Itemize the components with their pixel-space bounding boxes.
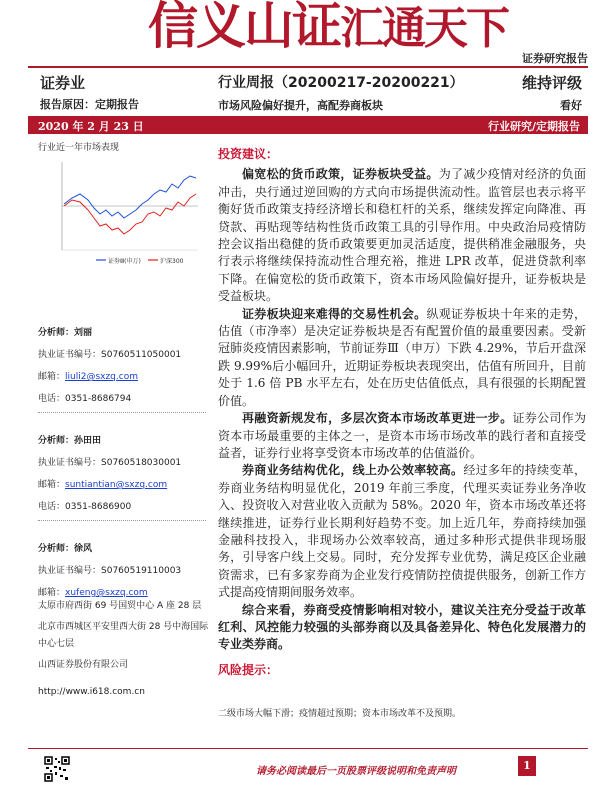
brand-slogan <box>148 0 508 58</box>
analyst-email-link[interactable]: xufeng@sxzq.com <box>65 588 148 598</box>
paragraph-text: 为了减少疫情对经济的负面冲击，央行通过逆回购的方式向市场提供流动性。监管层也表示将平衡好货币政策支持经济增长和稳杠杆的关系，继续发挥定向降准、再贷款、再贴现等结构性货币政策工具的引导作用。中央政治局疫情防控会议指出稳健的货币政策要更加灵活适度，提供稍准金融服务，央行表示将继续保持流动性合理充裕，推进 LPR 改革，促进贷款利率下降。在偏宽松的货币政策下，资本市场风险偏好提升，证券板块是受益板块。 <box>218 167 586 304</box>
summary-text: 综合来看，券商受疫情影响相对较小，建议关注充分受益于改革红利、风控能力较强的头部券商以及具备差异化、特色化发展潜力的专业类券商。 <box>218 602 586 652</box>
qr-code-graphic <box>44 756 70 782</box>
address-line-2: 北京市西城区平安里西大街 28 号中海国际中心七层 <box>38 622 209 649</box>
performance-chart <box>38 154 202 272</box>
header-divider <box>28 66 588 68</box>
paragraph-lead: 再融资新规发布，多层次资本市场改革更进一步。 <box>242 411 513 426</box>
chart-title: 行业近一年市场表现 <box>38 143 120 153</box>
company-website[interactable]: http://www.i618.com.cn <box>38 687 145 697</box>
paragraph-lead: 证券板块迎来难得的交易性机会。 <box>242 306 427 321</box>
paragraph-lead: 券商业务结构优化，线上办公效率较高。 <box>242 463 464 478</box>
analyst-phone: 电话：0351-8686900 <box>38 502 132 512</box>
analyst-email-line <box>38 366 210 388</box>
risk-text: 二级市场大幅下滑；疫情超过预期；资本市场改革不及预期。 <box>218 709 462 719</box>
report-date: 2020 年 2 月 23 日 <box>38 120 144 133</box>
advice-paragraph <box>218 462 586 601</box>
header-banner <box>0 0 600 68</box>
report-subtitle: 市场风险偏好提升，高配券商板块 <box>218 99 383 112</box>
series-line-1 <box>64 176 196 218</box>
date-bar <box>28 116 588 134</box>
analyst-email-line <box>38 474 210 496</box>
performance-chart-svg <box>38 154 202 272</box>
analyst-card <box>38 430 210 518</box>
risk-heading: 风险提示： <box>218 662 279 677</box>
paragraph-text: 证券公司作为资本市场最重要的主体之一，是资本市场市场改革的践行者和直接受益者，证券行业将享受资本市场改革的估值溢价。 <box>218 411 586 460</box>
advice-paragraph <box>218 306 586 410</box>
analyst-email-link[interactable]: suntiantian@sxzq.com <box>65 480 168 490</box>
company-name: 山西证券股份有限公司 <box>38 660 129 670</box>
analyst-name: 分析师：刘丽 <box>38 328 93 338</box>
paragraph-text: 纵观证券板块十年来的走势，估值（市净率）是决定证券板块是否有配置价值的最重要因素。受新冠肺炎疫情因素影响，节前证券Ⅲ（申万）下跌 4.29%，节后开盘深跌 9.99%后小幅回升，近期证券板块表现突出，估值有所回升，目前处于 1.6 倍 PB 水平左右，处在历史估值低点，具有很强的长期配置价值。 <box>218 306 586 408</box>
report-category: 行业研究/定期报告 <box>487 120 580 133</box>
email-label: 邮箱： <box>38 480 66 490</box>
analyst-divider <box>38 520 206 521</box>
analyst-cert: 执业证书编号：S0760511050001 <box>38 350 182 360</box>
report-type: 证券研究报告 <box>522 52 588 65</box>
footer-divider <box>28 748 588 749</box>
advice-paragraph <box>218 410 586 462</box>
rating-label: 维持评级 <box>521 74 582 92</box>
analyst-cert: 执业证书编号：S0760518030001 <box>38 458 182 468</box>
analyst-name: 分析师：孙田田 <box>38 436 102 446</box>
analyst-email-link[interactable]: liuli2@sxzq.com <box>65 372 138 382</box>
report-title: 行业周报（20200217-20200221） <box>218 75 464 91</box>
rating-view: 看好 <box>560 99 582 112</box>
company-address <box>38 598 210 701</box>
analyst-name: 分析师：徐风 <box>38 544 93 554</box>
main-content <box>218 146 586 679</box>
investment-advice-heading: 投资建议： <box>218 147 279 161</box>
disclaimer-text: 请务必阅读最后一页股票评级说明和免责声明 <box>256 766 456 777</box>
analyst-card <box>38 538 210 604</box>
analyst-divider <box>38 412 206 413</box>
email-label: 邮箱： <box>38 372 66 382</box>
page-number: 1 <box>518 756 536 776</box>
summary-paragraph <box>218 602 586 654</box>
slogan-part1: 信义山证 <box>148 0 340 55</box>
address-line-1: 太原市府西街 69 号国贸中心 A 座 28 层 <box>38 601 202 611</box>
paragraph-lead: 偏宽松的货币政策，证券板块受益。 <box>242 167 439 182</box>
legend-label-2: 沪深300 <box>160 258 184 265</box>
analyst-phone: 电话：0351-8686794 <box>38 394 132 404</box>
industry-label: 证券业 <box>40 74 86 92</box>
legend-label-1: 证券Ⅲ(申万) <box>108 258 141 265</box>
analyst-card <box>38 322 210 410</box>
slogan-part2: 汇通天下 <box>340 3 508 54</box>
report-reason: 报告原因：定期报告 <box>40 98 139 111</box>
email-label: 邮箱： <box>38 588 66 598</box>
qr-code-icon <box>44 756 70 782</box>
analyst-cert: 执业证书编号：S0760519110003 <box>38 566 182 576</box>
advice-paragraph <box>218 166 586 305</box>
paragraph-text: 经过多年的持续变革，券商业务结构明显优化，2019 年前三季度，代理买卖证券业务净收入、投资收入对营业收入贡献为 58%。2020 年，资本市场改革还将继续推进，证券行业长期利好趋势不变。加上近几年，券商持续加强金融科技投入，非现场办公效率较高，通过多种形式提供非现场服务，引导客户线上交易。同时，充分发挥专业优势，满足疫区企业融资需求，已有多家券商为企业发行疫情防控债提供服务，创新工作方式提高疫情期间服务效率。 <box>218 463 586 600</box>
